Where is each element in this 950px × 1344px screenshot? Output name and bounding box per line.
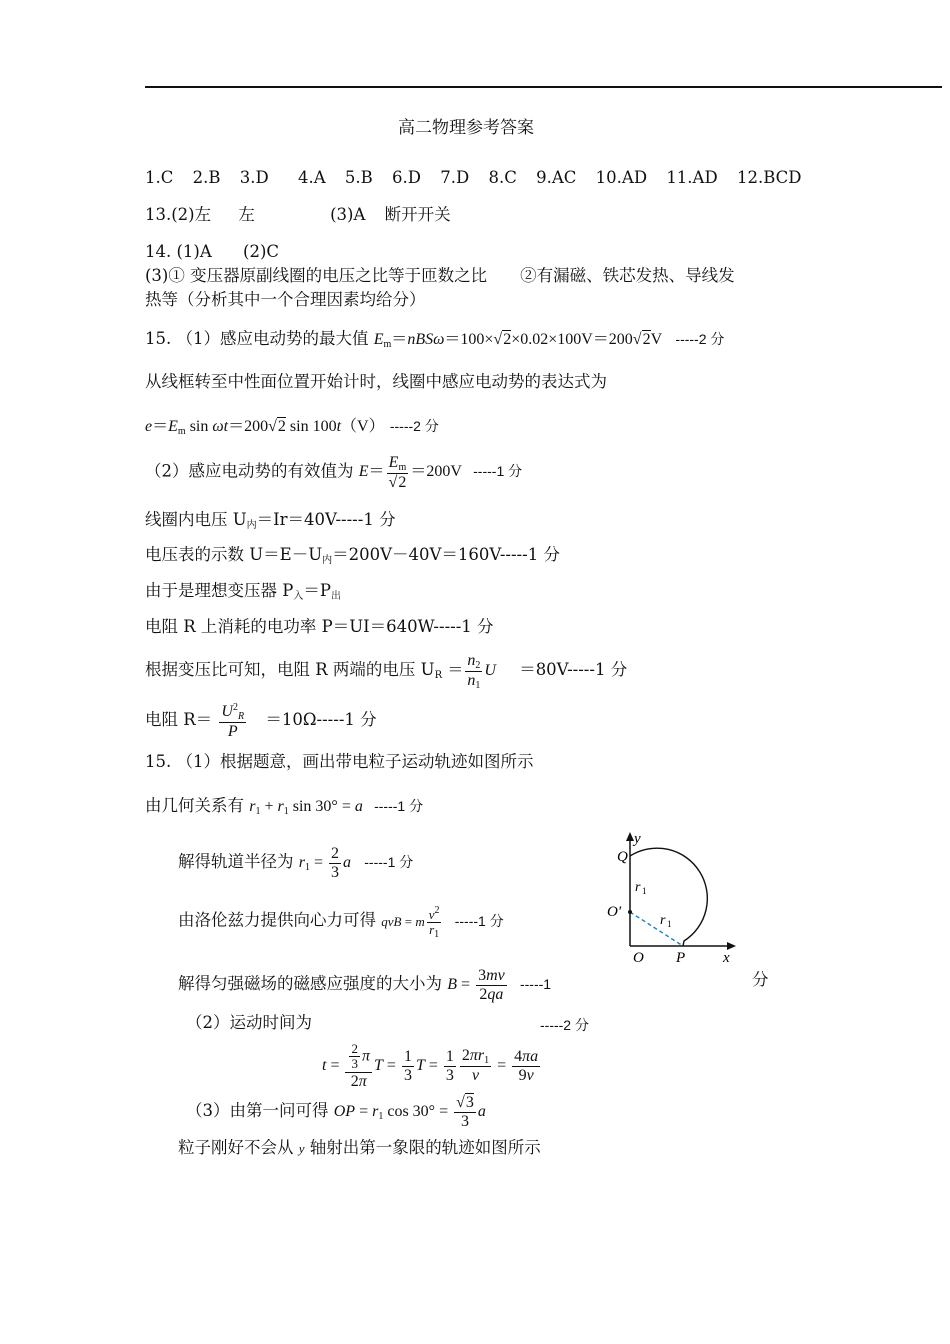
mc-answer: 5.B <box>344 168 373 187</box>
center-point <box>628 910 632 914</box>
formula-geometry: $r_1 + r_1$ sin 30° = a <box>249 798 363 817</box>
formula-lorentz: qvB = m $\frac{v^2}{r_1}$ <box>381 905 440 941</box>
text-run: ＝Ir＝40V-----1 分 <box>256 510 396 529</box>
q14-line-3: 热等（分析其中一个合理因素均给分） <box>145 290 426 309</box>
q15b-line-3 <box>178 845 413 881</box>
q15b-line-4 <box>178 905 504 940</box>
p-label: P <box>676 950 686 966</box>
text-run: ＝80V-----1 分 <box>519 660 628 680</box>
mc-answer: 3.D <box>239 168 269 187</box>
q15b-line-2 <box>145 796 423 819</box>
mc-answers <box>145 168 801 189</box>
text-run: （3）由第一问可得 <box>186 1100 329 1120</box>
q13-line <box>145 205 451 226</box>
r1-label-diagonal: r <box>660 913 666 928</box>
x-arrow-icon <box>727 942 736 950</box>
q15a-line-10 <box>145 702 377 741</box>
text-run: 线圈内电压 U <box>145 510 247 529</box>
mc-answer: 9.AC <box>536 168 577 187</box>
text-run: 解得轨道半径为 <box>178 851 294 871</box>
score: -----1 分 <box>364 853 414 870</box>
formula-e-eff: E＝ $\frac{E_m}{√2}$ ＝200V <box>358 454 462 491</box>
subscript: 入 <box>293 591 304 602</box>
x-label: x <box>723 950 730 966</box>
q15b-line-6: （2）运动时间为 <box>186 1013 312 1032</box>
q15a-line-5 <box>145 510 396 533</box>
q-label: Q <box>617 849 628 865</box>
q15a-text: （2）感应电动势的有效值为 <box>145 461 354 481</box>
q15a-line-4 <box>145 454 522 492</box>
q13-part: 断开开关 <box>384 205 451 224</box>
text-run: 根据变压比可知，电阻 R 两端的电压 U <box>145 660 435 680</box>
q13-part: (3)A <box>330 205 366 224</box>
formula-r: $\frac{U^2_R}{P}$ <box>221 702 245 740</box>
y-symbol: y <box>298 1141 305 1156</box>
text-run: 轴射出第一象限的轨迹如图所示 <box>309 1138 541 1157</box>
q15b-line-5 <box>178 967 551 1003</box>
q15a-line-7 <box>145 581 341 604</box>
mc-answer: 12.BCD <box>736 168 802 187</box>
header-rule <box>145 86 942 88</box>
subscript: 出 <box>330 591 341 602</box>
q15a-line-1 <box>145 329 724 352</box>
q15a-line-3 <box>145 416 439 439</box>
o-label: O <box>633 950 644 966</box>
score: -----1 分 <box>454 912 504 929</box>
score: -----2 分 <box>389 418 439 434</box>
o-prime-label: O′ <box>607 904 622 920</box>
q15a-line-8: 电阻 R 上消耗的电功率 P＝UI＝640W-----1 分 <box>145 617 494 636</box>
page-title: 高二物理参考答案 <box>398 118 534 138</box>
q15b-line-7 <box>186 1094 486 1130</box>
mc-answer: 8.C <box>488 168 517 187</box>
formula-b: B = $\frac{3mv}{2qa}$ <box>447 967 505 1003</box>
text-run: 电阻 R＝ <box>145 709 213 729</box>
mc-answer: 11.AD <box>666 168 718 187</box>
r1-label-vertical: r <box>635 880 641 895</box>
mc-answer: 2.B <box>192 168 221 187</box>
y-label: y <box>634 831 641 847</box>
q15b-line-1: 15. （1）根据题意，画出带电粒子运动轨迹如图所示 <box>145 752 534 771</box>
q15b-line-6-score <box>540 1015 589 1036</box>
subscript: 内 <box>322 555 333 566</box>
r1-sub: 1 <box>642 886 647 896</box>
q15a-line-6 <box>145 545 560 568</box>
q15b-line-8 <box>178 1138 541 1159</box>
formula-e-inst: $e=E_m$ sin ωt＝200√2 sin 100t（V） <box>145 418 385 437</box>
text-run: 由洛伦兹力提供向心力可得 <box>178 910 376 930</box>
subscript: R <box>434 670 443 682</box>
radius-dashed-line <box>630 912 683 946</box>
q15a-text: 15. （1）感应电动势的最大值 <box>145 329 369 348</box>
text-run: ＝10Ω-----1 分 <box>265 709 377 729</box>
formula-em-max: $E_m=nBS\omega=100\times√2\times 0.02\times 100V=200√2V$ <box>373 331 663 350</box>
score: -----1 分 <box>473 463 523 480</box>
q14-line-2: (3)① 变压器原副线圈的电压之比等于匝数之比 ②有漏磁、铁芯发热、导线发 <box>145 266 735 285</box>
score: -----1 <box>519 975 552 992</box>
formula-op: OP = $r_1$ cos 30° = $\frac{√3}{3}$ a <box>333 1094 486 1130</box>
score: -----2 分 <box>675 331 725 347</box>
text-run: 解得匀强磁场的磁感应强度的大小为 <box>178 973 442 993</box>
trajectory-diagram <box>605 828 745 968</box>
subscript: 内 <box>246 520 257 531</box>
formula-ur: ＝ $\frac{n_2}{n_1}$ U <box>447 652 496 691</box>
q13-part: 13.(2)左 <box>145 205 212 224</box>
formula-time-expr: t = $\frac{2}{3}$ π 2π T = $\frac{1}{3}$ T = $\frac{1}{3}$ $\frac{2\pi r_1}{v}$ = $\frac{4\pi a}{9v}$ <box>322 1041 539 1090</box>
formula-time <box>322 1042 542 1090</box>
score: -----2 分 <box>540 1017 589 1033</box>
q15a-line-9 <box>145 652 627 691</box>
text-run: ＝P <box>303 581 331 600</box>
y-arrow-icon <box>626 832 634 841</box>
formula-radius: $r_1$ = $\frac{2}{3}$ a <box>298 845 352 881</box>
q15b-score-unit: 分 <box>752 970 769 989</box>
score: -----1 分 <box>374 798 424 814</box>
mc-answer: 1.C <box>145 168 174 187</box>
q14-part: (2)C <box>243 242 280 261</box>
text-run: 由于是理想变压器 P <box>145 581 294 600</box>
mc-answer: 6.D <box>392 168 422 187</box>
text-run: ＝200V－40V＝160V-----1 分 <box>332 545 560 564</box>
q15a-line-2: 从线框转至中性面位置开始计时，线圈中感应电动势的表达式为 <box>145 372 607 391</box>
r1-sub: 1 <box>667 919 672 929</box>
mc-answer: 10.AD <box>595 168 648 187</box>
q14-part: 14. (1)A <box>145 242 212 261</box>
text-run: 电压表的示数 U＝E－U <box>145 545 323 564</box>
text-run: 由几何关系有 <box>145 796 244 815</box>
text-run: 粒子刚好不会从 <box>178 1138 294 1157</box>
q14-line-1 <box>145 242 279 263</box>
trajectory-arc <box>630 848 707 946</box>
mc-answer: 7.D <box>440 168 470 187</box>
q13-part: 左 <box>238 205 255 224</box>
mc-answer: 4.A <box>297 168 326 187</box>
